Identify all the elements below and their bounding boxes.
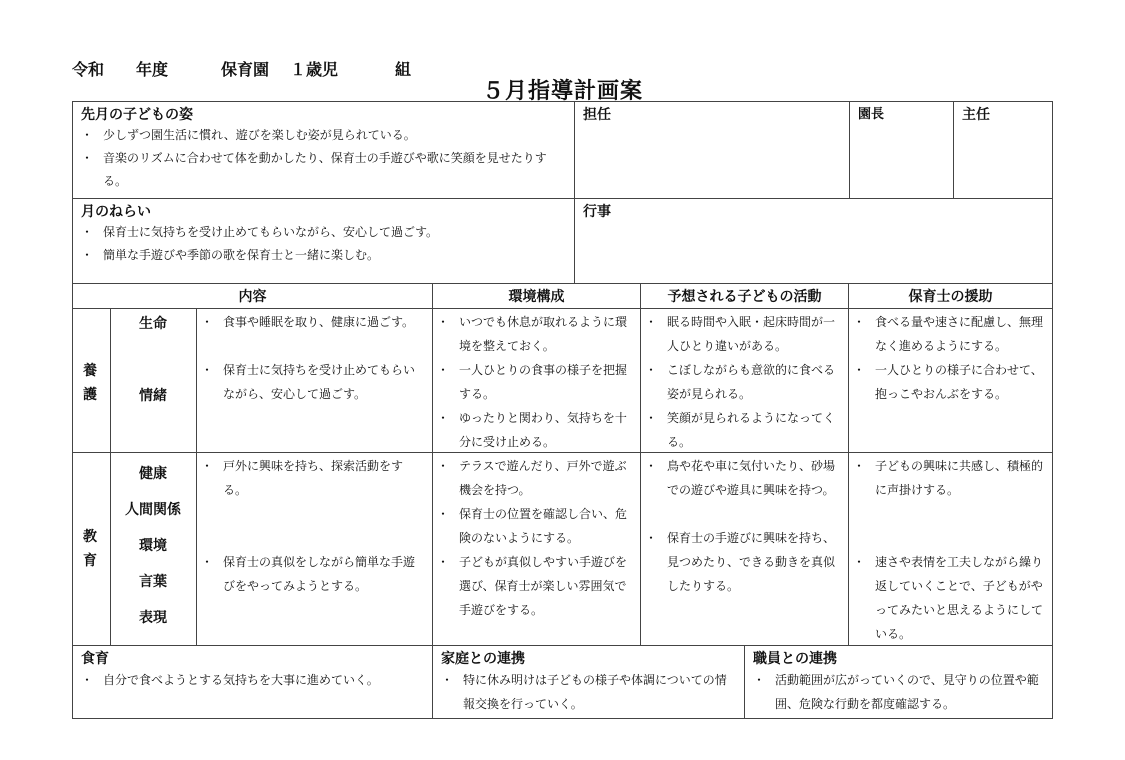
header-kumi: 組 — [395, 60, 412, 79]
kyoiku-label-char: 教 — [83, 529, 97, 545]
kyoiku-engo-cell — [848, 452, 1053, 646]
yogo-kankyo-item: ・ ゆったりと関わり、気持ちを十分に受け止める。 — [433, 406, 640, 454]
prev-month-section — [72, 101, 575, 199]
yogo-sub-seimei: 生命 — [139, 316, 167, 332]
kyoiku-kankyo-cell — [432, 452, 641, 646]
header-reiwa: 令和 — [72, 60, 105, 79]
header-hoikuen: 保育園 — [221, 60, 270, 79]
yogo-katsudo-item: ・ こぼしながらも意欲的に食べる姿が見られる。 — [641, 358, 848, 406]
events-label: 行事 — [583, 204, 611, 220]
kyoiku-kankyo-item: ・ 子どもが真似しやすい手遊びを選び、保育士が楽しい雰囲気で手遊びをする。 — [433, 550, 640, 622]
aim-item: ・ 簡単な手遊びや季節の歌を保育士と一緒に楽しむ。 — [73, 244, 574, 267]
yogo-engo-item: ・ 一人ひとりの様子に合わせて、抱っこやおんぶをする。 — [849, 358, 1052, 406]
kyoiku-katsudo-item: ・ 鳥や花や車に気付いたり、砂場での遊びや遊具に興味を持つ。 — [641, 454, 848, 502]
shunin-section — [953, 101, 1053, 199]
col-header-kankyo: 環境構成 — [432, 283, 641, 309]
yogo-naiyo-item: ・ 食事や睡眠を取り、健康に過ごす。 — [197, 310, 432, 334]
kyoiku-naiyo-item: ・ 戸外に興味を持ち、探索活動をする。 — [197, 454, 432, 502]
yogo-naiyo-cell — [196, 308, 433, 453]
kyoiku-katsudo-item: ・ 保育士の手遊びに興味を持ち、見つめたり、できる動きを真似したりする。 — [641, 526, 848, 598]
col-header-katsudo: 予想される子どもの活動 — [640, 283, 849, 309]
yogo-sub-jocho: 情緒 — [139, 388, 167, 404]
yogo-kankyo-item: ・ いつでも休息が取れるように環境を整えておく。 — [433, 310, 640, 358]
katei-section — [432, 645, 745, 719]
kyoiku-sub-hyogen: 表現 — [139, 610, 167, 626]
shokuin-label: 職員との連携 — [753, 651, 837, 667]
yogo-label-char: 養 — [83, 363, 97, 379]
yogo-katsudo-cell — [640, 308, 849, 453]
kyoiku-sub-kenko: 健康 — [139, 466, 167, 482]
katei-item: ・ 特に休み明けは子どもの様子や体調についての情報交換を行っていく。 — [433, 668, 744, 716]
yogo-naiyo-item: ・ 保育士に気持ちを受け止めてもらいながら、安心して過ごす。 — [197, 358, 432, 406]
shokuiku-label: 食育 — [81, 651, 109, 667]
kyoiku-sub-kotoba: 言葉 — [139, 574, 167, 590]
kyoiku-engo-item: ・ 速さや表情を工夫しながら繰り返していくことで、子どもがやってみたいと思えるようにしている。 — [849, 550, 1052, 646]
katei-label: 家庭との連携 — [441, 651, 525, 667]
kyoiku-sub-ningen: 人間関係 — [125, 502, 181, 518]
kyoiku-label-char: 育 — [83, 553, 97, 569]
prev-item: ・ 少しずつ園生活に慣れ、遊びを楽しむ姿が見られている。 — [73, 124, 574, 147]
yogo-engo-cell — [848, 308, 1053, 453]
kyoiku-naiyo-cell — [196, 452, 433, 646]
kyoiku-naiyo-item: ・ 保育士の真似をしながら簡単な手遊びをやってみようとする。 — [197, 550, 432, 598]
kyoiku-label-cell — [72, 452, 111, 646]
encho-label: 園長 — [858, 107, 885, 122]
prev-item: ・ 音楽のリズムに合わせて体を動かしたり、保育士の手遊びや歌に笑顔を見せたりする。 — [73, 147, 574, 193]
shokuin-item: ・ 活動範囲が広がっていくので、見守りの位置や範囲、危険な行動を都度確認する。 — [745, 668, 1052, 716]
aim-label: 月のねらい — [81, 204, 151, 220]
aim-item: ・ 保育士に気持ちを受け止めてもらいながら、安心して過ごす。 — [73, 221, 574, 244]
kyoiku-kankyo-item: ・ 保育士の位置を確認し合い、危険のないようにする。 — [433, 502, 640, 550]
col-header-engo: 保育士の援助 — [848, 283, 1053, 309]
yogo-katsudo-item: ・ 眠る時間や入眠・起床時間が一人ひとり違いがある。 — [641, 310, 848, 358]
yogo-kankyo-item: ・ 一人ひとりの食事の様子を把握する。 — [433, 358, 640, 406]
yogo-katsudo-item: ・ 笑顔が見られるようになってくる。 — [641, 406, 848, 454]
prev-month-label: 先月の子どもの姿 — [81, 107, 193, 123]
kyoiku-sub-kankyo: 環境 — [139, 538, 167, 554]
yogo-label-char: 護 — [83, 387, 97, 403]
page-title: ５月指導計画案 — [481, 79, 643, 104]
yogo-engo-item: ・ 食べる量や速さに配慮し、無理なく進めるようにする。 — [849, 310, 1052, 358]
shokuin-section — [744, 645, 1053, 719]
tanto-label: 担任 — [583, 107, 611, 123]
kyoiku-katsudo-cell — [640, 452, 849, 646]
header-age: １歳児 — [290, 60, 339, 79]
encho-section — [849, 101, 954, 199]
kyoiku-engo-item: ・ 子どもの興味に共感し、積極的に声掛けする。 — [849, 454, 1052, 502]
yogo-kankyo-cell — [432, 308, 641, 453]
shunin-label: 主任 — [962, 107, 990, 123]
kyoiku-kankyo-item: ・ テラスで遊んだり、戸外で遊ぶ機会を持つ。 — [433, 454, 640, 502]
aim-section — [72, 198, 575, 284]
shokuiku-item: ・ 自分で食べようとする気持ちを大事に進めていく。 — [73, 668, 432, 692]
tanto-section — [574, 101, 850, 199]
shokuiku-section — [72, 645, 433, 719]
events-section — [574, 198, 1053, 284]
header-nendo: 年度 — [136, 60, 169, 79]
col-header-naiyo: 内容 — [72, 283, 433, 309]
yogo-label-cell — [72, 308, 111, 453]
